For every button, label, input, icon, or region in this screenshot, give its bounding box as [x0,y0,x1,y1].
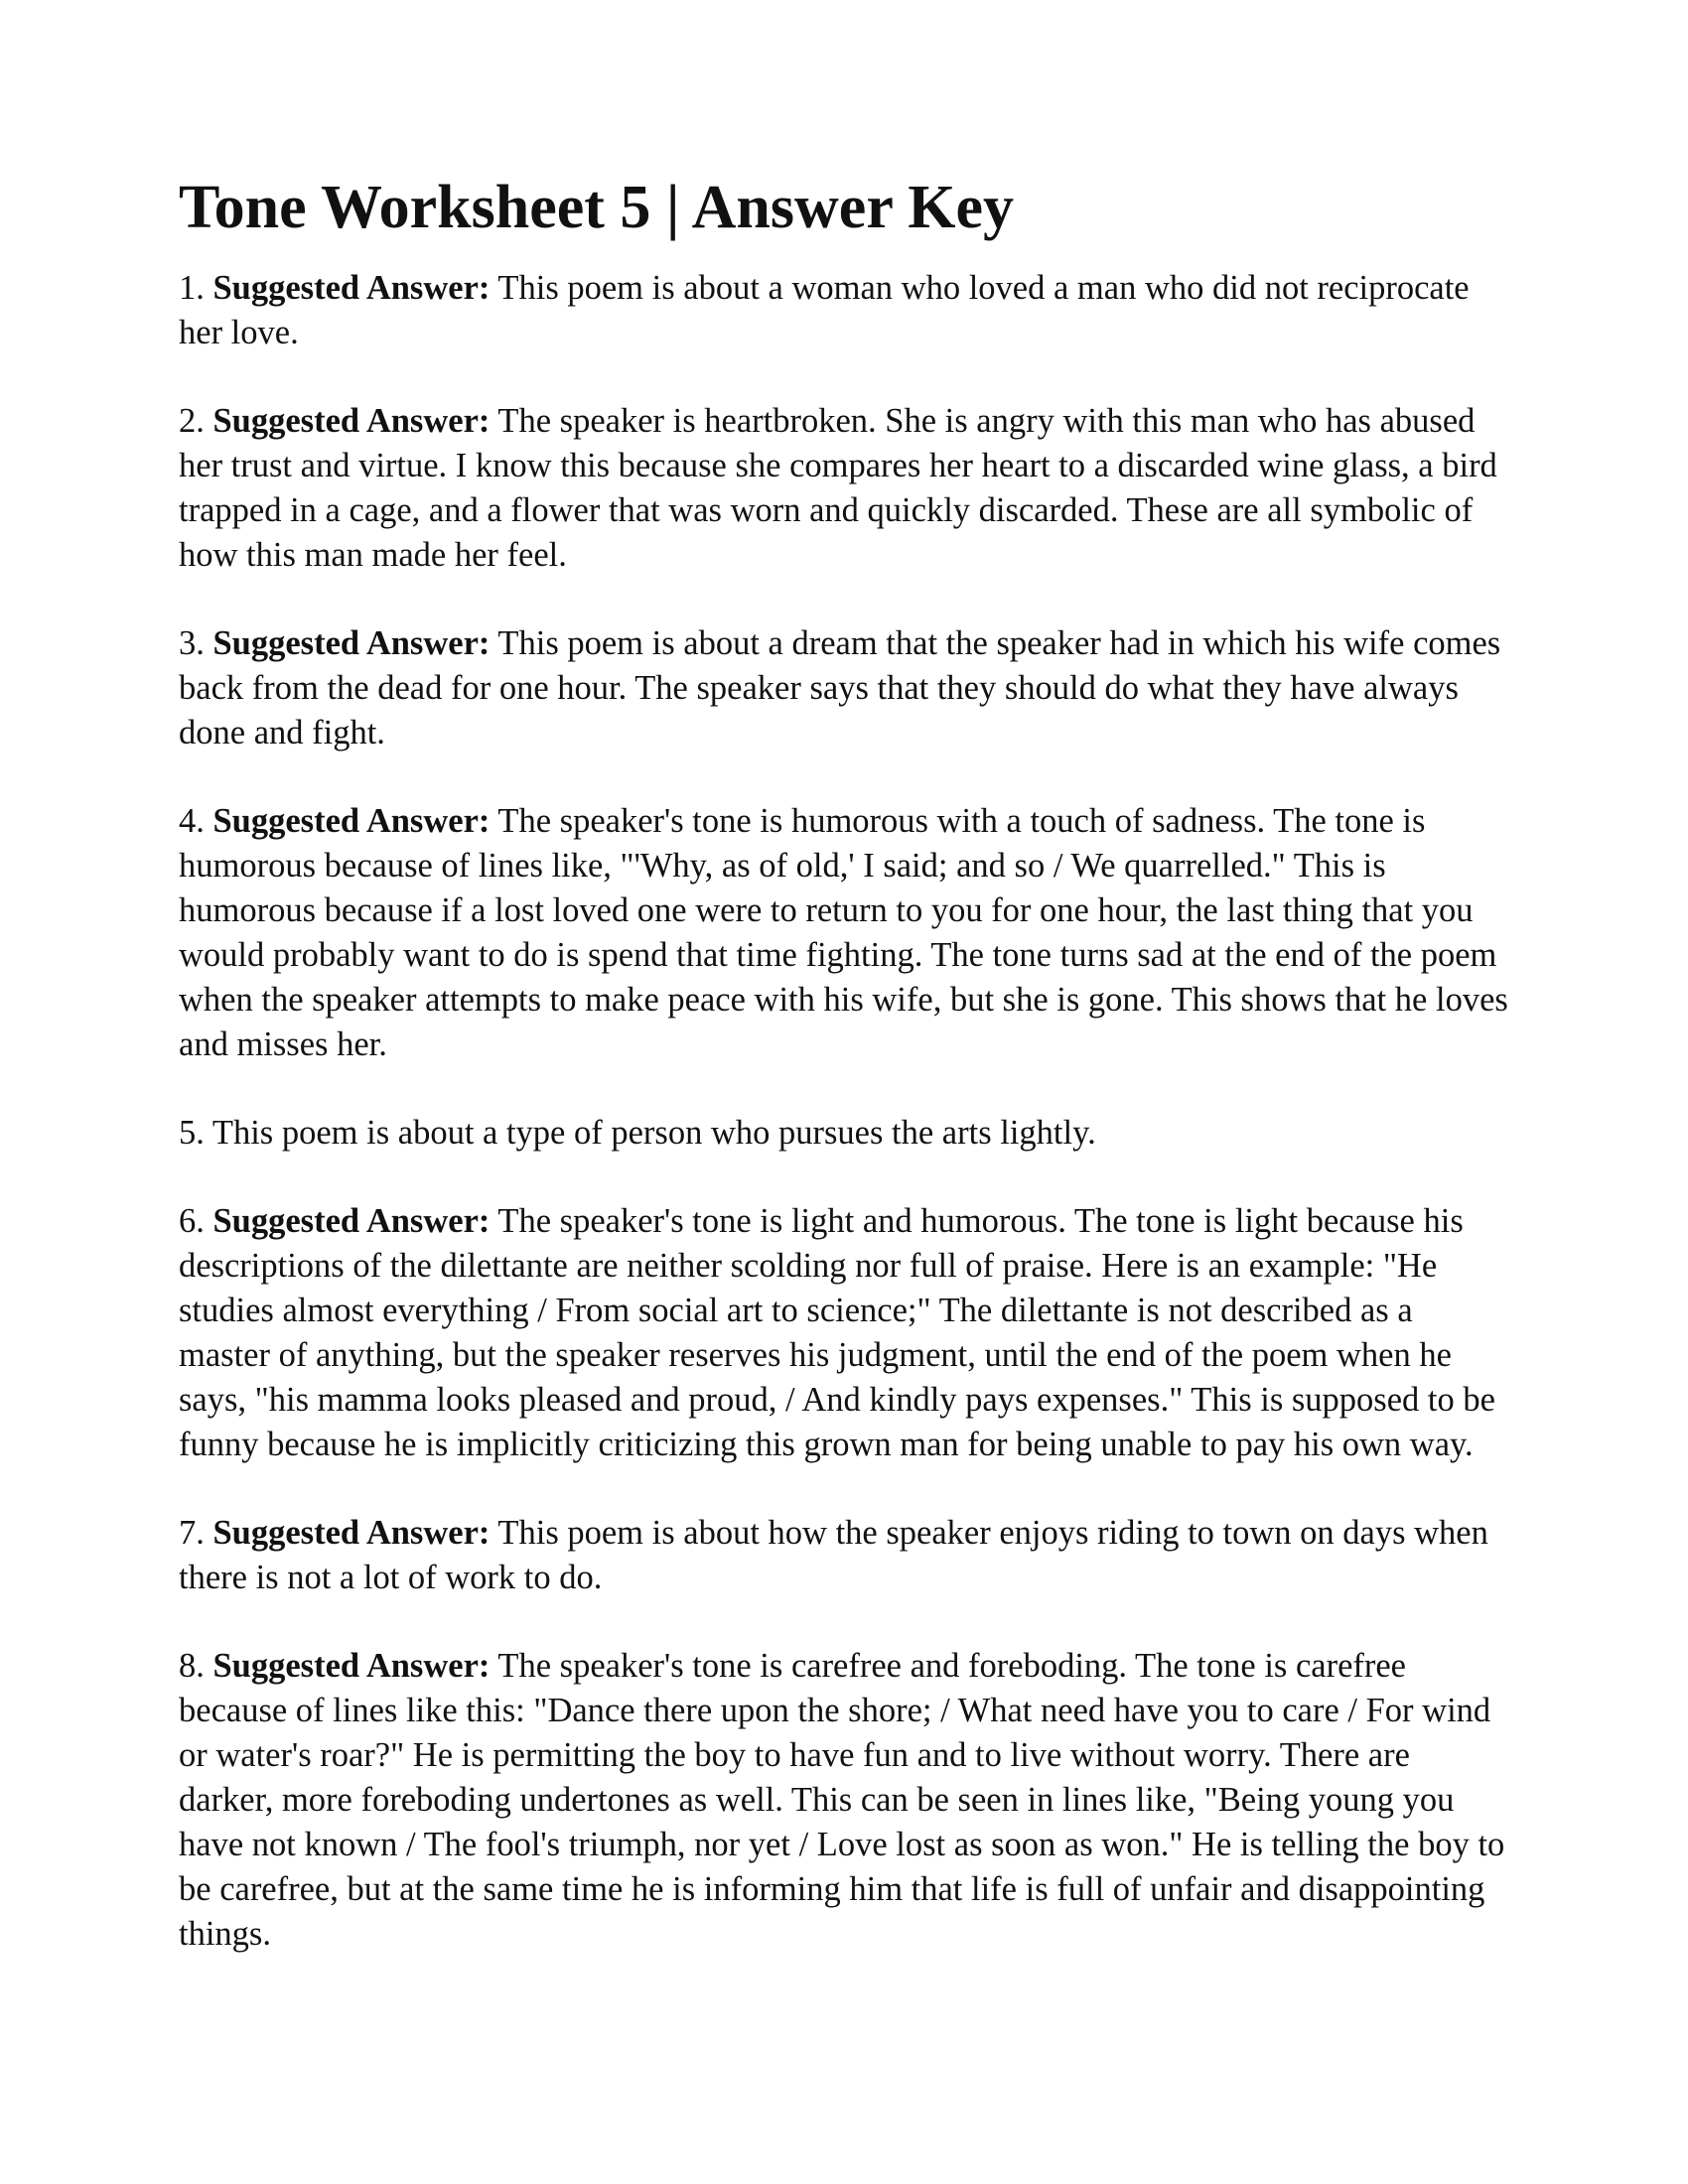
answer-label: Suggested Answer: [212,402,491,441]
answer-text: The speaker is heartbroken. She is angry with this man who has abused her trust and virtue. I know this because she compares her heart to a discarded wine glass, a bird trapped in a cage, and a flower that was worn and quickly discarded. These are all symbolic of how this man made her feel. [179,402,1497,575]
answer-8 [179,1644,1509,1957]
answer-text: This poem is about a type of person who pursues the arts lightly. [211,1114,1096,1153]
answer-number: 1. [179,269,205,308]
answer-number: 2. [179,402,205,441]
answer-7 [179,1511,1509,1600]
answer-4 [179,799,1509,1067]
answer-text: This poem is about a woman who loved a man who did not reciprocate her love. [179,269,1470,352]
answer-number: 3. [179,624,205,663]
answer-text: The speaker's tone is humorous with a touch of sadness. The tone is humorous because of lines like, "'Why, as of old,' I said; and so / We quarrelled." This is humorous because if a lost loved one were to return to you for one hour, the last thing that you would probably want to do is spend that time fighting. The tone turns sad at the end of the poem when the speaker attempts to make peace with his wife, but she is gone. This shows that he loves and misses her. [179,802,1508,1064]
answer-label: Suggested Answer: [212,269,491,308]
answer-text: This poem is about how the speaker enjoys riding to town on days when there is not a lot of work to do. [179,1514,1488,1597]
answer-number: 4. [179,802,205,841]
answer-3 [179,621,1509,755]
answer-label: Suggested Answer: [212,1647,491,1686]
answer-key-page [179,171,1509,2000]
answer-label: Suggested Answer: [212,802,491,841]
answer-number: 5. [179,1114,205,1153]
answer-number: 7. [179,1514,205,1553]
answer-number: 8. [179,1647,205,1686]
answer-text: This poem is about a dream that the speaker had in which his wife comes back from the dead for one hour. The speaker says that they should do what they have always done and fight. [179,624,1501,752]
answer-1 [179,266,1509,355]
answer-label: Suggested Answer: [212,1202,491,1241]
answer-6 [179,1199,1509,1467]
answer-5 [179,1111,1509,1156]
answer-label: Suggested Answer: [212,624,491,663]
answer-number: 6. [179,1202,205,1241]
answer-label: Suggested Answer: [212,1514,491,1553]
page-title: Tone Worksheet 5 | Answer Key [179,174,1014,241]
answer-2 [179,399,1509,578]
answer-text: The speaker's tone is carefree and foreboding. The tone is carefree because of lines like this: "Dance there upon the shore; / What need have you to care / For wind or water's roar?" He is permitting the boy to have fun and to live without worry. There are darker, more foreboding undertones as well. This can be seen in lines like, "Being young you have not known / The fool's triumph, nor yet / Love lost as soon as won." He is telling the boy to be carefree, but at the same time he is informing him that life is full of unfair and disappointing things. [179,1647,1505,1954]
answer-text: The speaker's tone is light and humorous. The tone is light because his descriptions of the dilettante are neither scolding nor full of praise. Here is an example: "He studies almost everything / From social art to science;" The dilettante is not described as a master of anything, but the speaker reserves his judgment, until the end of the poem when he says, "his mamma looks pleased and proud, / And kindly pays expenses." This is supposed to be funny because he is implicitly criticizing this grown man for being unable to pay his own way. [179,1202,1495,1464]
